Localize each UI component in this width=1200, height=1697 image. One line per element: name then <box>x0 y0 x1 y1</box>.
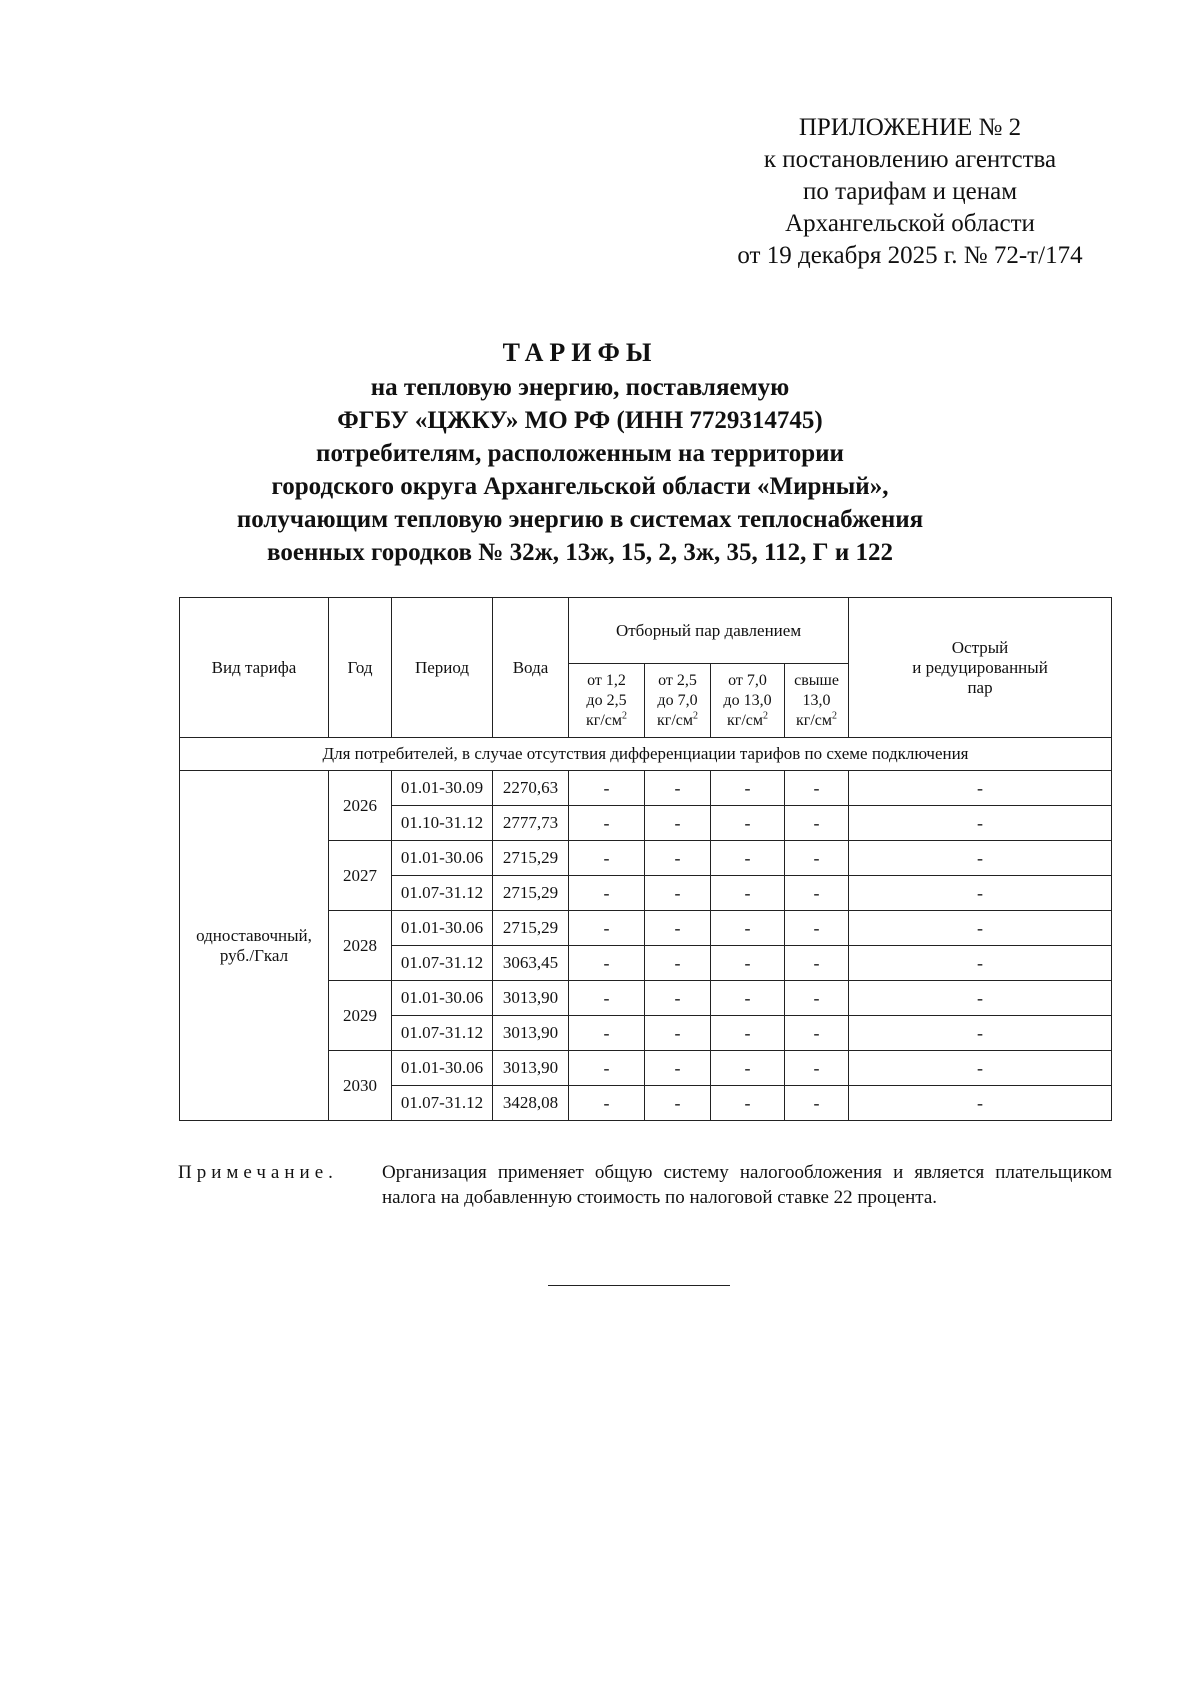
tariff-type-unit: руб./Гкал <box>219 945 289 965</box>
header-steam-3 <box>711 664 785 738</box>
year-cell: 2030 <box>329 1051 392 1121</box>
appendix-line: к постановлению агентства <box>763 146 1057 173</box>
empty-value-cell: - <box>645 771 711 806</box>
header-sharp-steam <box>849 598 1112 738</box>
empty-value-cell: - <box>569 946 645 981</box>
header-steam-4-from: свыше <box>794 671 839 689</box>
period-cell: 01.01-30.06 <box>392 841 493 876</box>
empty-value-cell: - <box>711 876 785 911</box>
empty-value-cell: - <box>785 946 849 981</box>
empty-value-cell: - <box>849 1016 1112 1051</box>
title-line: городского округа Архангельской области «Мирный», <box>271 473 889 500</box>
period-cell: 01.01-30.06 <box>392 911 493 946</box>
unit-exponent: 2 <box>832 710 838 722</box>
empty-value-cell: - <box>645 1086 711 1121</box>
period-cell: 01.10-31.12 <box>392 806 493 841</box>
period-cell: 01.01-30.06 <box>392 1051 493 1086</box>
title-line: ФГБУ «ЦЖКУ» МО РФ (ИНН 7729314745) <box>337 407 823 434</box>
appendix-header <box>690 112 1130 272</box>
empty-value-cell: - <box>711 1086 785 1121</box>
water-tariff-cell: 2715,29 <box>493 911 569 946</box>
tariffs-table <box>179 597 1112 1121</box>
section-row: Для потребителей, в случае отсутствия дифференциации тарифов по схеме подключения <box>180 738 1112 771</box>
empty-value-cell: - <box>711 841 785 876</box>
empty-value-cell: - <box>849 1051 1112 1086</box>
empty-value-cell: - <box>785 806 849 841</box>
header-steam-3-unit: кг/см <box>726 711 763 729</box>
header-steam-4-unit: кг/см <box>796 711 833 729</box>
header-sharp-line: и редуцированный <box>912 657 1048 677</box>
empty-value-cell: - <box>645 946 711 981</box>
empty-value-cell: - <box>849 981 1112 1016</box>
empty-value-cell: - <box>569 1016 645 1051</box>
empty-value-cell: - <box>645 1016 711 1051</box>
empty-value-cell: - <box>569 1086 645 1121</box>
empty-value-cell: - <box>711 981 785 1016</box>
period-cell: 01.07-31.12 <box>392 1016 493 1051</box>
empty-value-cell: - <box>785 1016 849 1051</box>
tariff-type-cell <box>180 771 329 1121</box>
year-cell: 2028 <box>329 911 392 981</box>
empty-value-cell: - <box>785 841 849 876</box>
closing-line <box>548 1285 730 1286</box>
header-steam-2-unit: кг/см <box>656 711 693 729</box>
empty-value-cell: - <box>569 806 645 841</box>
empty-value-cell: - <box>645 981 711 1016</box>
header-steam-2 <box>645 664 711 738</box>
empty-value-cell: - <box>569 911 645 946</box>
header-steam-1-to: до 2,5 <box>586 691 627 709</box>
empty-value-cell: - <box>785 771 849 806</box>
appendix-number: ПРИЛОЖЕНИЕ № 2 <box>798 114 1022 141</box>
empty-value-cell: - <box>785 981 849 1016</box>
empty-value-cell: - <box>849 946 1112 981</box>
empty-value-cell: - <box>711 1051 785 1086</box>
empty-value-cell: - <box>569 981 645 1016</box>
header-steam-1-from: от 1,2 <box>587 671 626 689</box>
title-line: на тепловую энергию, поставляемую <box>370 374 790 401</box>
header-period: Период <box>392 598 493 738</box>
empty-value-cell: - <box>569 876 645 911</box>
header-steam-4 <box>785 664 849 738</box>
empty-value-cell: - <box>645 806 711 841</box>
water-tariff-cell: 2715,29 <box>493 841 569 876</box>
year-cell: 2027 <box>329 841 392 911</box>
table-row <box>180 771 1112 806</box>
water-tariff-cell: 3428,08 <box>493 1086 569 1121</box>
water-tariff-cell: 3013,90 <box>493 981 569 1016</box>
water-tariff-cell: 3013,90 <box>493 1051 569 1086</box>
empty-value-cell: - <box>711 771 785 806</box>
empty-value-cell: - <box>645 876 711 911</box>
empty-value-cell: - <box>569 841 645 876</box>
empty-value-cell: - <box>849 876 1112 911</box>
appendix-date: от 19 декабря 2025 г. № 72-т/174 <box>737 242 1083 269</box>
empty-value-cell: - <box>645 911 711 946</box>
appendix-line: по тарифам и ценам <box>802 178 1018 205</box>
title-line: военных городков № 32ж, 13ж, 15, 2, 3ж, 35, 112, Г и 122 <box>267 539 893 566</box>
unit-exponent: 2 <box>763 710 768 722</box>
empty-value-cell: - <box>785 1086 849 1121</box>
empty-value-cell: - <box>711 806 785 841</box>
water-tariff-cell: 3063,45 <box>493 946 569 981</box>
empty-value-cell: - <box>849 911 1112 946</box>
empty-value-cell: - <box>849 806 1112 841</box>
water-tariff-cell: 2777,73 <box>493 806 569 841</box>
period-cell: 01.07-31.12 <box>392 946 493 981</box>
header-steam-1-unit: кг/см <box>585 711 622 729</box>
empty-value-cell: - <box>785 876 849 911</box>
empty-value-cell: - <box>785 911 849 946</box>
header-sharp-line: Острый <box>951 637 1009 657</box>
water-tariff-cell: 2715,29 <box>493 876 569 911</box>
empty-value-cell: - <box>711 911 785 946</box>
period-cell: 01.01-30.09 <box>392 771 493 806</box>
period-cell: 01.07-31.12 <box>392 876 493 911</box>
empty-value-cell: - <box>645 841 711 876</box>
empty-value-cell: - <box>849 841 1112 876</box>
header-steam-2-to: до 7,0 <box>657 691 698 709</box>
header-year: Год <box>329 598 392 738</box>
empty-value-cell: - <box>849 771 1112 806</box>
unit-exponent: 2 <box>622 710 627 722</box>
water-tariff-cell: 3013,90 <box>493 1016 569 1051</box>
year-cell: 2029 <box>329 981 392 1051</box>
empty-value-cell: - <box>785 1051 849 1086</box>
title-line: получающим тепловую энергию в системах теплоснабжения <box>236 506 924 533</box>
header-steam: Отборный пар давлением <box>569 598 849 664</box>
empty-value-cell: - <box>569 771 645 806</box>
empty-value-cell: - <box>711 946 785 981</box>
document-title <box>150 336 1010 569</box>
title-heading: ТАРИФЫ <box>502 338 658 367</box>
period-cell: 01.01-30.06 <box>392 981 493 1016</box>
header-tariff-type: Вид тарифа <box>180 598 329 738</box>
year-cell: 2026 <box>329 771 392 841</box>
title-line: потребителям, расположенным на территории <box>316 440 844 467</box>
header-steam-3-to: до 13,0 <box>723 691 772 709</box>
header-water: Вода <box>493 598 569 738</box>
water-tariff-cell: 2270,63 <box>493 771 569 806</box>
unit-exponent: 2 <box>693 710 698 722</box>
tariff-type-label: одноставочный, <box>196 925 312 945</box>
header-steam-2-from: от 2,5 <box>658 671 697 689</box>
empty-value-cell: - <box>645 1051 711 1086</box>
note-label: Примечание. <box>178 1162 338 1183</box>
period-cell: 01.07-31.12 <box>392 1086 493 1121</box>
note-text: Организация применяет общую систему налогообложения и является плательщиком налога на добавленную стоимость по налоговой ставке 22 процента. <box>382 1162 1112 1208</box>
empty-value-cell: - <box>569 1051 645 1086</box>
empty-value-cell: - <box>849 1086 1112 1121</box>
header-steam-3-from: от 7,0 <box>728 671 767 689</box>
appendix-line: Архангельской области <box>785 210 1035 237</box>
header-steam-1 <box>569 664 645 738</box>
empty-value-cell: - <box>711 1016 785 1051</box>
header-sharp-line: пар <box>967 677 993 697</box>
header-steam-4-to: 13,0 <box>802 691 831 709</box>
